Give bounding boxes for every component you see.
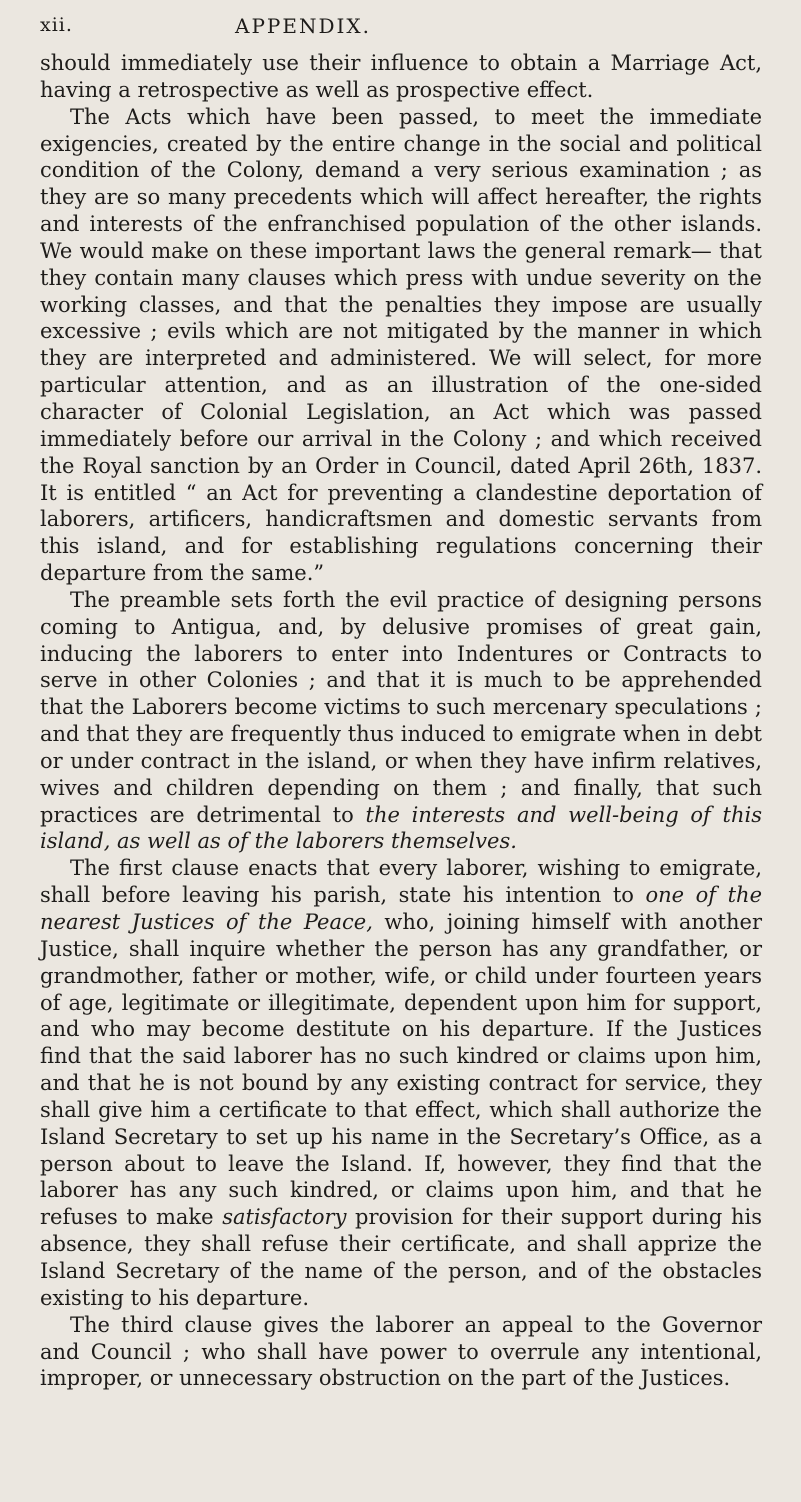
paragraph — [40, 855, 762, 1311]
text-segment: The preamble sets forth the evil practice of designing persons coming to Antigua, and, by delusive promises of great gain, inducing the laborers to enter into Indentures or Contracts to serve in other Colonies ; and that it is much to be apprehended that the Laborers become victims to such mercenary speculations ; and that they are frequently thus induced to emigrate when in debt or under contract in the island, or when they have infirm relatives, wives and children depending on them ; and finally, that such practices are detrimental to — [40, 587, 762, 827]
page-header — [40, 14, 760, 46]
text-segment: The third clause gives the laborer an appeal to the Governor and Council ; who shall have power to overrule any intentional, improper, or unnecessary obstruction on the part of the Justices. — [40, 1312, 762, 1391]
paragraph — [40, 587, 762, 855]
paragraph — [40, 1312, 762, 1393]
paragraph — [40, 50, 762, 104]
body-text — [40, 50, 762, 1392]
page-number: xii. — [40, 14, 73, 36]
text-segment: who, joining himself with another Justice, shall inquire whether the person has any grandfather, or grandmother, father or mother, wife, or child under fourteen years of age, legitimate or illegitimate, dependent upon him for support, and who may become destitute on his departure. If the Justices find that the said laborer has no such kindred or claims upon him, and that he is not bound by any existing contract for service, they shall give him a certificate to that effect, which shall authorize the Island Secretary to set up his name in the Secretary’s Office, as a person about to leave the Island. If, however, they find that the laborer has any such kindred, or claims upon him, and that he refuses to make — [40, 910, 762, 1230]
italic-text-segment: satisfactory — [222, 1205, 347, 1230]
italic-text-segment: the interests and well-being of this island, as well as of the laborers themselves. — [40, 802, 763, 854]
text-segment: The Acts which have been passed, to meet the immediate exigencies, created by the entire change in the social and political condition of the Colony, demand a very serious examination ; as they are so many precedents which will affect hereafter, the rights and interests of the enfranchised population of the other islands. We would make on these important laws the general remark— that they contain many clauses which press with undue severity on the working classes, and that the penalties they impose are usually excessive ; evils which are not mitigated by the manner in which they are interpreted and administered. We will select, for more particular attention, and as an illustration of the one-sided character of Colonial Legislation, an Act which was passed immediately before our arrival in the Colony ; and which received the Royal sanction by an Order in Council, dated April 26th, 1837. It is entitled “ an Act for preventing a clandestine deportation of laborers, artificers, handicraftsmen and domestic servants from this island, and for establishing regulations concerning their departure from the same.” — [40, 104, 762, 586]
text-segment: The first clause enacts that every laborer, wishing to emigrate, shall before leaving his parish, state his intention to — [40, 856, 762, 908]
running-head: APPENDIX. — [235, 14, 371, 38]
text-segment: provision for their support during his absence, they shall refuse their certificate, and shall apprize the Island Secretary of the name of the person, and of the obstacles existing to his departure. — [40, 1205, 762, 1310]
paragraph — [40, 104, 762, 587]
text-segment: should immediately use their influence to obtain a Marriage Act, having a retrospective as well as prospective effect. — [40, 51, 762, 102]
italic-text-segment: one of the nearest Justices of the Peace, — [40, 883, 762, 934]
